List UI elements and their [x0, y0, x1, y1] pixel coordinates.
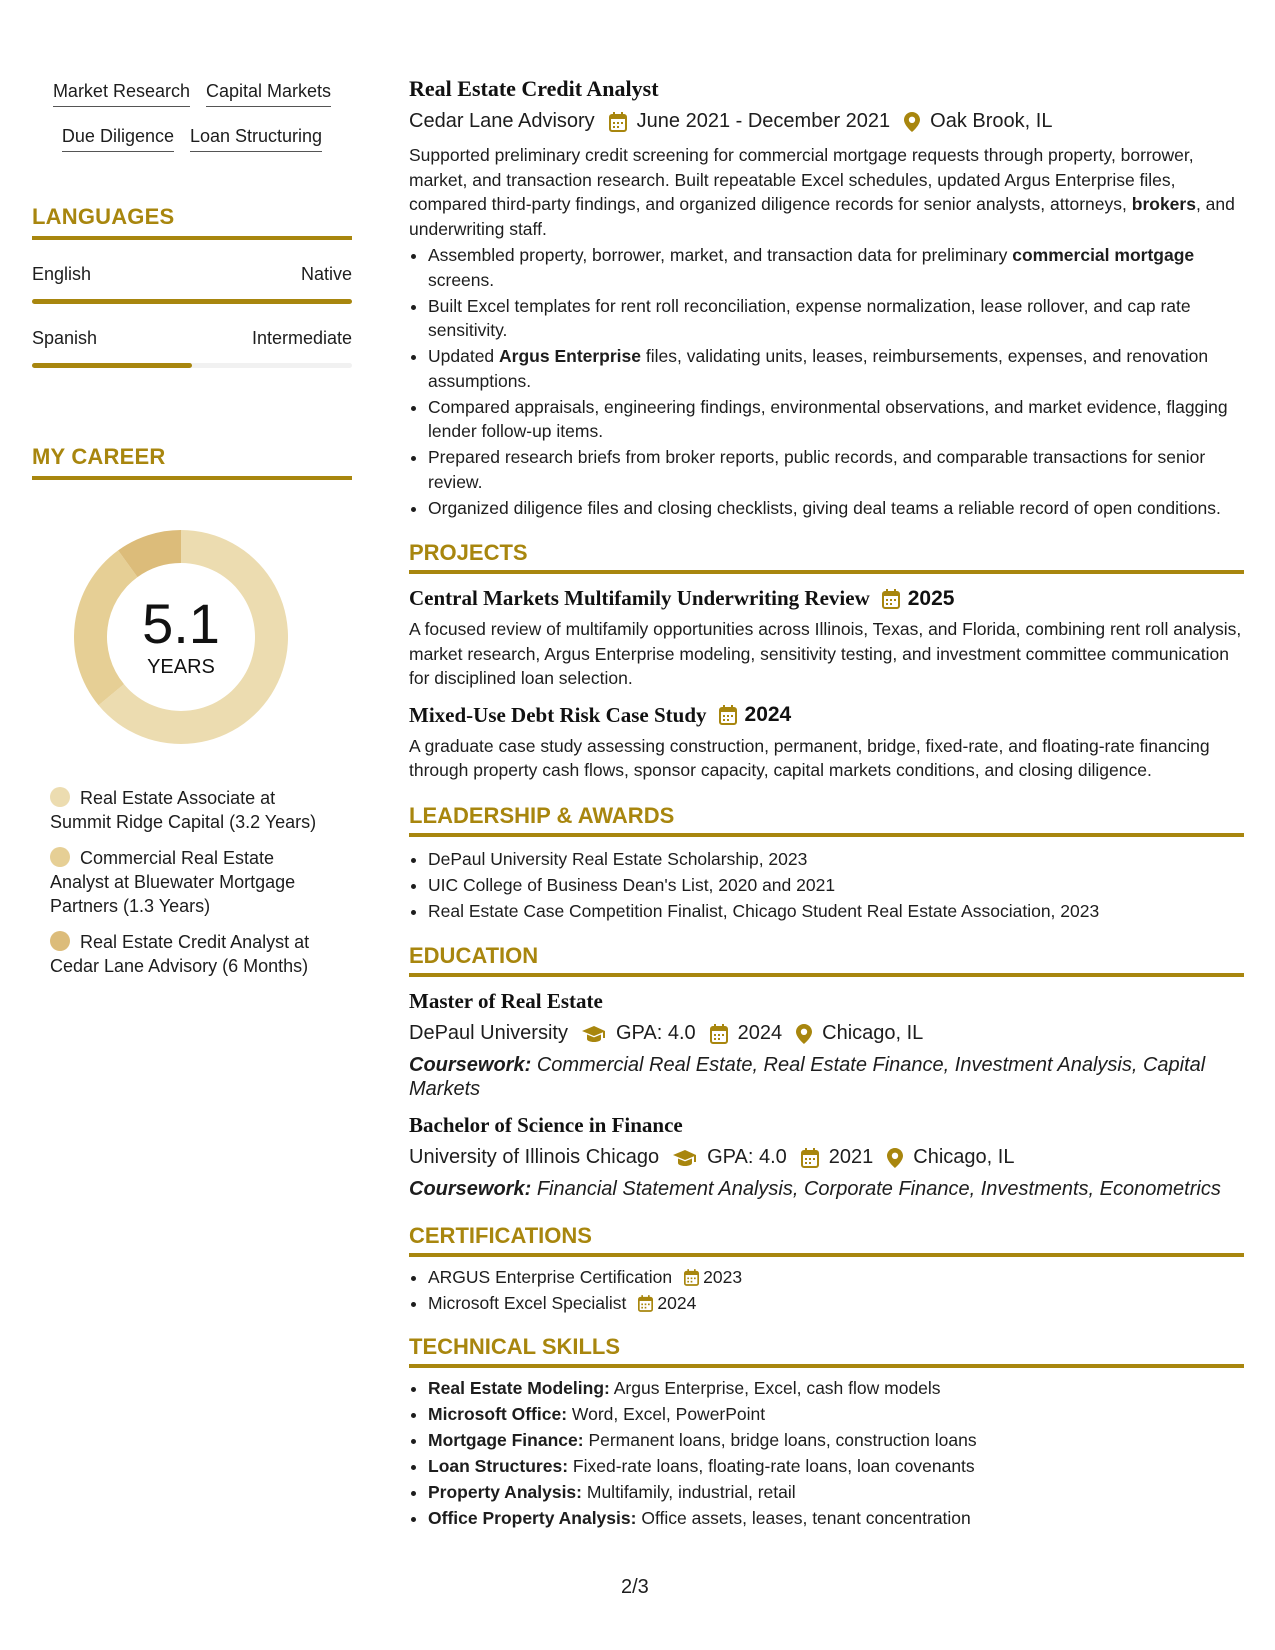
calendar-icon: [684, 1269, 699, 1286]
language-spanish: [32, 328, 352, 368]
languages-heading: LANGUAGES: [32, 204, 352, 240]
language-proficiency-bar: [32, 299, 352, 304]
job-location: Oak Brook, IL: [930, 110, 1053, 132]
gpa: GPA: 4.0: [615, 1022, 696, 1044]
project-year: 2024: [744, 703, 792, 726]
location-pin-icon: [904, 112, 920, 132]
job-summary: [409, 143, 1244, 241]
job-summary-text-end: , and underwriting staff.: [409, 194, 1235, 239]
career-donut-chart: [66, 522, 296, 752]
career-total-unit: YEARS: [147, 656, 215, 678]
graduation-cap-icon: [673, 1149, 697, 1167]
language-english: [32, 264, 352, 304]
degree-title: Master of Real Estate: [409, 989, 603, 1013]
certification-name: • Microsoft Excel Specialist: [428, 1293, 627, 1313]
leadership-item: • Real Estate Case Competition Finalist, Chicago Student Real Estate Association, 2023: [428, 899, 1244, 924]
job-bullet: • Compared appraisals, engineering findings, environmental observations, and market evidence, flagging lender follow-up items.: [428, 395, 1244, 444]
career-legend-text: Real Estate Credit Analyst at Cedar Lane Advisory (6 Months): [50, 932, 310, 976]
leadership-heading: LEADERSHIP & AWARDS: [409, 803, 1244, 837]
legend-dot-icon: [50, 847, 70, 867]
education-meta: [409, 1022, 1244, 1045]
skill-tags: [32, 80, 352, 152]
language-level: Intermediate: [251, 328, 352, 348]
career-heading: MY CAREER: [32, 444, 352, 480]
education-heading: EDUCATION: [409, 943, 1244, 977]
job-summary-text: Supported preliminary credit screening for commercial mortgage requests through property, borrower, market, and transaction research. Built repeatable Excel schedules, updated Argus Enterprise files, compared third-party findings, and organized diligence records for senior analysts, attorneys,: [409, 145, 1194, 214]
experience-entry: [409, 76, 1244, 520]
career-legend-item: [50, 846, 352, 918]
coursework: [409, 1053, 1244, 1101]
graduation-year: 2024: [737, 1022, 783, 1044]
coursework-label: Coursework:: [409, 1178, 532, 1200]
project-description: A graduate case study assessing construction, permanent, bridge, fixed-rate, and floating-rate financing through property cash flows, sponsor capacity, capital markets conditions, and closing diligence.: [409, 735, 1210, 780]
technical-skill-item: • Real Estate Modeling: Argus Enterprise, Excel, cash flow models: [428, 1376, 1244, 1401]
graduation-cap-icon: [582, 1025, 606, 1043]
calendar-icon: [719, 705, 737, 725]
main-content: [409, 76, 1244, 1532]
legend-dot-icon: [50, 787, 70, 807]
certification-item: [428, 1265, 1244, 1290]
certification-item: [428, 1291, 1244, 1316]
education-entry: [409, 989, 1244, 1101]
career-legend-item: [50, 786, 352, 834]
calendar-icon: [638, 1295, 653, 1312]
calendar-icon: [801, 1148, 819, 1168]
coursework-label: Coursework:: [409, 1054, 532, 1076]
degree-title: Bachelor of Science in Finance: [409, 1113, 683, 1137]
coursework: [409, 1177, 1244, 1201]
technical-skills-list: [409, 1376, 1244, 1531]
project-entry: [409, 703, 1244, 783]
language-proficiency-bar: [32, 363, 352, 368]
skill-tag: Due Diligence: [62, 125, 174, 152]
job-summary-bold: brokers: [1131, 194, 1196, 214]
technical-skills-heading: TECHNICAL SKILLS: [409, 1334, 1244, 1368]
language-proficiency-fill: [32, 363, 192, 368]
leadership-item: • UIC College of Business Dean's List, 2020 and 2021: [428, 873, 1244, 898]
certification-year: 2023: [703, 1267, 743, 1287]
job-bullet: • Prepared research briefs from broker reports, public records, and comparable transactions for senior review.: [428, 445, 1244, 494]
job-bullet: • Built Excel templates for rent roll reconciliation, expense normalization, lease rollover, and cap rate sensitivity.: [428, 294, 1244, 343]
leadership-list: [409, 847, 1244, 924]
school-location: Chicago, IL: [822, 1022, 924, 1044]
certification-year: 2024: [657, 1293, 697, 1313]
project-entry: [409, 586, 1244, 691]
career-legend-text: Commercial Real Estate Analyst at Bluewater Mortgage Partners (1.3 Years): [50, 848, 296, 916]
technical-skill-item: • Loan Structures: Fixed-rate loans, floating-rate loans, loan covenants: [428, 1454, 1244, 1479]
career-legend: [32, 786, 352, 978]
page-number: 2/3: [621, 1576, 649, 1598]
job-bullet: • Organized diligence files and closing checklists, giving deal teams a reliable record of open conditions.: [428, 496, 1244, 521]
projects-heading: PROJECTS: [409, 540, 1244, 574]
project-title: Central Markets Multifamily Underwriting Review: [409, 586, 870, 610]
technical-skill-item: • Microsoft Office: Word, Excel, PowerPoint: [428, 1402, 1244, 1427]
certifications-list: [409, 1265, 1244, 1316]
language-name: Spanish: [32, 328, 98, 348]
language-level: Native: [300, 264, 352, 284]
language-proficiency-fill: [32, 299, 352, 304]
skill-tag: Loan Structuring: [190, 125, 322, 152]
job-meta: [409, 110, 1244, 133]
project-description: A focused review of multifamily opportunities across Illinois, Texas, and Florida, combining rent roll analysis, market research, Argus Enterprise modeling, sensitivity testing, and investment committee communication for disciplined loan selection.: [409, 619, 1242, 688]
location-pin-icon: [887, 1148, 903, 1168]
job-bullet: • Assembled property, borrower, market, and transaction data for preliminary commercial mortgage screens.: [428, 243, 1244, 292]
technical-skill-item: • Office Property Analysis: Office assets, leases, tenant concentration: [428, 1506, 1244, 1531]
project-title: Mixed-Use Debt Risk Case Study: [409, 702, 707, 727]
job-title: Real Estate Credit Analyst: [409, 76, 659, 101]
certification-name: • ARGUS Enterprise Certification: [428, 1267, 673, 1287]
school-location: Chicago, IL: [913, 1146, 1015, 1168]
education-meta: [409, 1146, 1244, 1169]
career-legend-item: [50, 930, 352, 978]
language-name: English: [32, 264, 92, 284]
job-bullets: [409, 243, 1244, 520]
leadership-item: • DePaul University Real Estate Scholarship, 2023: [428, 847, 1244, 872]
career-legend-text: Real Estate Associate at Summit Ridge Capital (3.2 Years): [50, 788, 317, 832]
technical-skill-item: • Property Analysis: Multifamily, industrial, retail: [428, 1480, 1244, 1505]
technical-skill-item: • Mortgage Finance: Permanent loans, bridge loans, construction loans: [428, 1428, 1244, 1453]
skill-tag: Capital Markets: [206, 80, 331, 107]
calendar-icon: [882, 589, 900, 609]
coursework-text: Financial Statement Analysis, Corporate Finance, Investments, Econometrics: [536, 1178, 1221, 1200]
certifications-heading: CERTIFICATIONS: [409, 1223, 1244, 1257]
calendar-icon: [609, 112, 627, 132]
graduation-year: 2021: [828, 1146, 874, 1168]
job-bullet: • Updated Argus Enterprise files, validating units, leases, reimbursements, expenses, and renovation assumptions.: [428, 344, 1244, 393]
location-pin-icon: [796, 1024, 812, 1044]
career-total-years: 5.1: [142, 592, 220, 655]
gpa: GPA: 4.0: [707, 1146, 787, 1168]
project-year: 2025: [907, 586, 955, 610]
calendar-icon: [710, 1024, 728, 1044]
education-entry: [409, 1113, 1244, 1201]
school-name: DePaul University: [409, 1022, 568, 1044]
company-name: Cedar Lane Advisory: [409, 110, 595, 132]
skill-tag: Market Research: [53, 80, 190, 107]
job-dates: June 2021 - December 2021: [636, 110, 891, 132]
coursework-text: Commercial Real Estate, Real Estate Finance, Investment Analysis, Capital Markets: [409, 1054, 1206, 1100]
school-name: University of Illinois Chicago: [409, 1146, 660, 1168]
sidebar: [32, 80, 352, 990]
legend-dot-icon: [50, 931, 70, 951]
